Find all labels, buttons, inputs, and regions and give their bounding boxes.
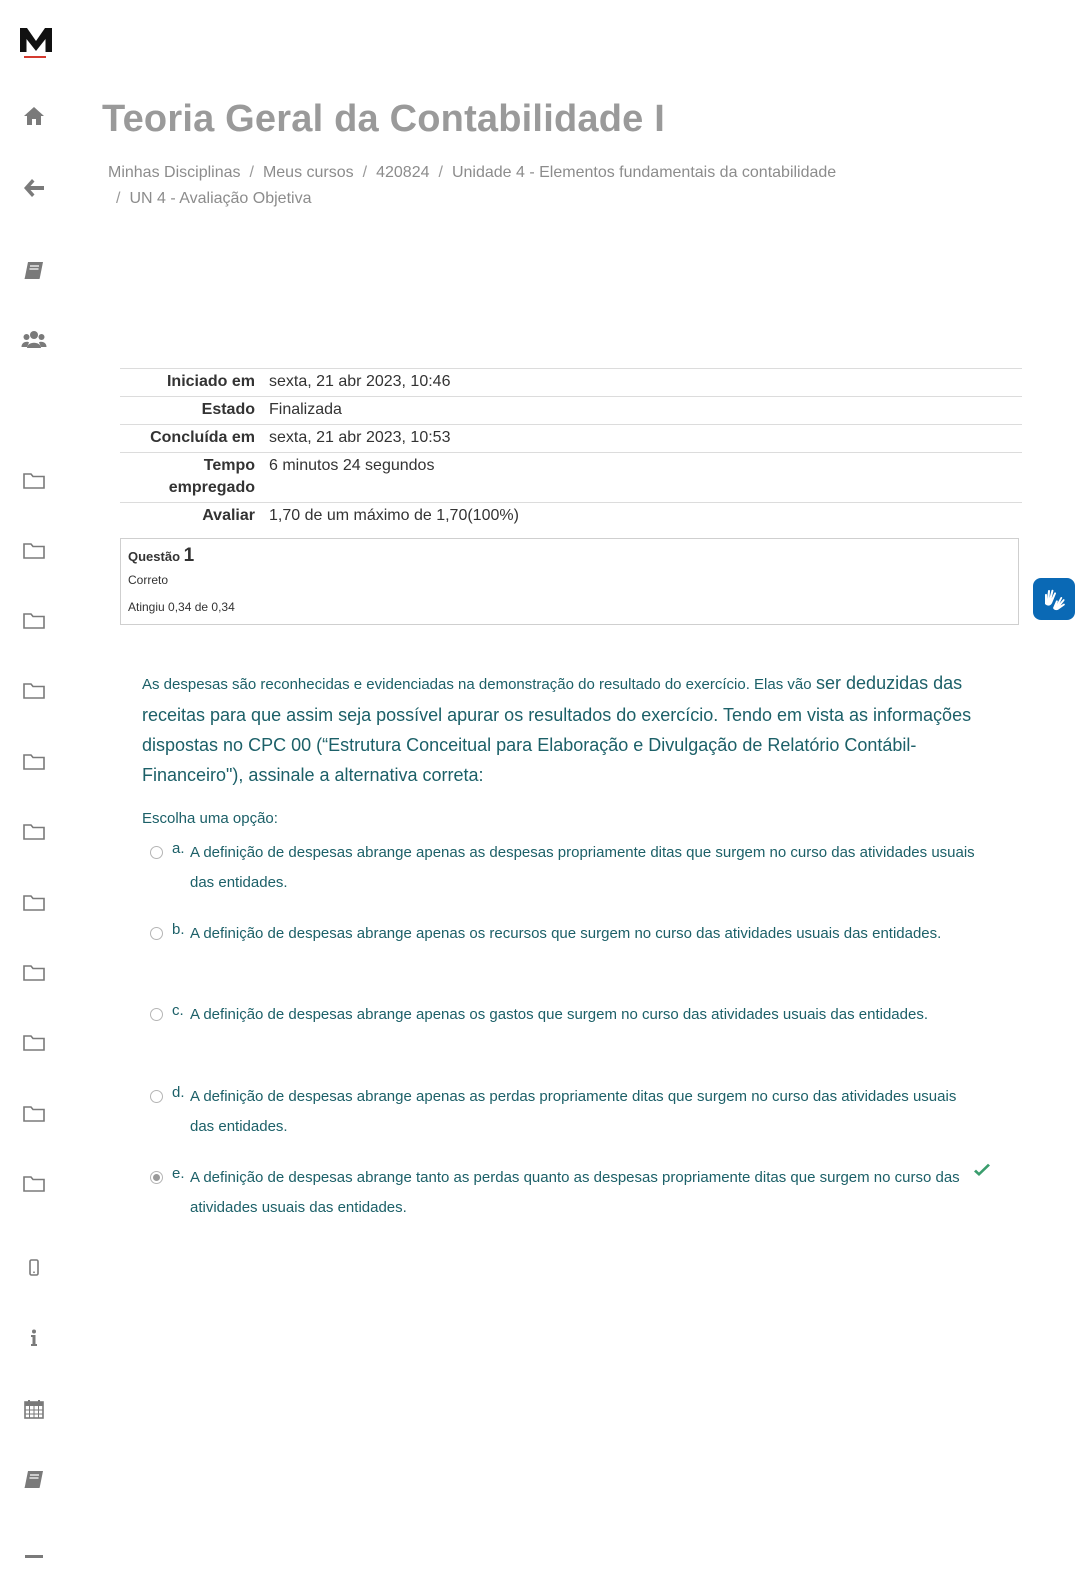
option-letter: a. (172, 840, 185, 857)
breadcrumb-item[interactable]: Unidade 4 - Elementos fundamentais da contabilidade (451, 164, 837, 181)
summary-label: Avaliar (120, 503, 261, 531)
table-row (120, 369, 1022, 397)
folder-icon[interactable] (20, 1170, 48, 1198)
question-label: Questão (128, 549, 181, 564)
site-logo[interactable] (18, 22, 54, 58)
folder-icon[interactable] (20, 818, 48, 846)
book-icon[interactable] (20, 1465, 48, 1493)
breadcrumb: Minhas Disciplinas / Meus cursos / 420824 / Unidade 4 - Elementos fundamentais da contabilidade / UN 4 - Avaliação Objetiva (108, 164, 837, 207)
mobile-icon[interactable] (20, 1254, 48, 1282)
answer-option-c[interactable] (148, 1000, 978, 1030)
breadcrumb-item[interactable]: UN 4 - Avaliação Objetiva (129, 190, 312, 207)
option-text: A definição de despesas abrange tanto as perdas quanto as despesas propriamente ditas que surgem no curso das atividades usuais das entidades. (190, 1169, 960, 1216)
vlibras-accessibility-button[interactable] (1033, 578, 1075, 620)
option-text: A definição de despesas abrange apenas os gastos que surgem no curso das atividades usuais das entidades. (190, 1006, 928, 1023)
answer-option-b[interactable] (148, 919, 978, 949)
summary-label: Iniciado em (120, 369, 261, 397)
breadcrumb-item[interactable]: Minhas Disciplinas (108, 164, 241, 181)
answer-option-a[interactable] (148, 838, 978, 898)
folder-icon[interactable] (20, 677, 48, 705)
book-icon[interactable] (20, 256, 48, 284)
radio-button[interactable] (150, 1008, 163, 1021)
option-letter: d. (172, 1084, 185, 1101)
question-info-box (120, 538, 1019, 625)
back-arrow-icon[interactable] (20, 174, 48, 202)
summary-label: Concluída em (120, 425, 261, 453)
question-text-part1: As despesas são reconhecidas e evidenciadas na demonstração do resultado do exercício. Elas vão (142, 676, 812, 693)
question-number (128, 545, 194, 567)
option-letter: c. (172, 1002, 184, 1019)
sign-language-hands-icon (1033, 578, 1075, 620)
summary-value: 6 minutos 24 segundos (261, 453, 1022, 503)
question-grade: Atingiu 0,34 de 0,34 (128, 600, 235, 614)
calendar-icon[interactable] (20, 1395, 48, 1423)
folder-icon[interactable] (20, 537, 48, 565)
radio-button[interactable] (150, 846, 163, 859)
menu-icon[interactable] (20, 1549, 48, 1577)
option-text: A definição de despesas abrange apenas os recursos que surgem no curso das atividades usuais das entidades. (190, 925, 942, 942)
folder-icon[interactable] (20, 607, 48, 635)
option-text: A definição de despesas abrange apenas as despesas propriamente ditas que surgem no curso das atividades usuais das entidades. (190, 844, 975, 891)
users-icon[interactable] (20, 326, 48, 354)
folder-icon[interactable] (20, 1029, 48, 1057)
folder-icon[interactable] (20, 889, 48, 917)
option-letter: e. (172, 1165, 185, 1182)
folder-icon[interactable] (20, 748, 48, 776)
question-number-value: 1 (183, 545, 195, 566)
option-letter: b. (172, 921, 185, 938)
option-text: A definição de despesas abrange apenas as perdas propriamente ditas que surgem no curso das atividades usuais das entidades. (190, 1088, 957, 1135)
logo-underline (24, 56, 46, 58)
table-row (120, 425, 1022, 453)
summary-label: Tempo empregado (120, 453, 261, 503)
question-text (142, 668, 992, 790)
summary-value: sexta, 21 abr 2023, 10:53 (261, 425, 1022, 453)
question-state: Correto (128, 573, 169, 587)
correct-check-icon (972, 1162, 992, 1180)
breadcrumb-item[interactable]: Meus cursos (262, 164, 354, 181)
left-sidebar (0, 0, 70, 1571)
answer-option-e[interactable] (148, 1163, 978, 1223)
breadcrumb-item[interactable]: 420824 (376, 164, 430, 181)
folder-icon[interactable] (20, 1100, 48, 1128)
table-row (120, 397, 1022, 425)
summary-value: 1,70 de um máximo de 1,70(100%) (261, 503, 1022, 531)
radio-button[interactable] (150, 927, 163, 940)
table-row (120, 503, 1022, 531)
radio-button[interactable] (150, 1090, 163, 1103)
attempt-summary-table (120, 368, 1022, 530)
choose-option-prompt: Escolha uma opção: (142, 810, 278, 827)
summary-value: sexta, 21 abr 2023, 10:46 (261, 369, 1022, 397)
table-row (120, 453, 1022, 503)
logo-m-icon (18, 22, 54, 58)
answer-option-d[interactable] (148, 1082, 978, 1142)
page-title: Teoria Geral da Contabilidade I (102, 98, 665, 140)
summary-label: Estado (120, 397, 261, 425)
summary-value: Finalizada (261, 397, 1022, 425)
question-text-part2: ser deduzidas das receitas para que assim seja possível apurar os resultados do exercício. Tendo em vista as informações dispostas no CPC 00 (“Estrutura Conceitual para Elaboração e Divulgação de Relatório Contábil-Financeiro"), assinale a alternativa correta: (142, 673, 972, 785)
info-icon[interactable] (20, 1324, 48, 1352)
folder-icon[interactable] (20, 959, 48, 987)
radio-button-selected[interactable] (150, 1171, 163, 1184)
home-icon[interactable] (20, 102, 48, 130)
folder-icon[interactable] (20, 467, 48, 495)
